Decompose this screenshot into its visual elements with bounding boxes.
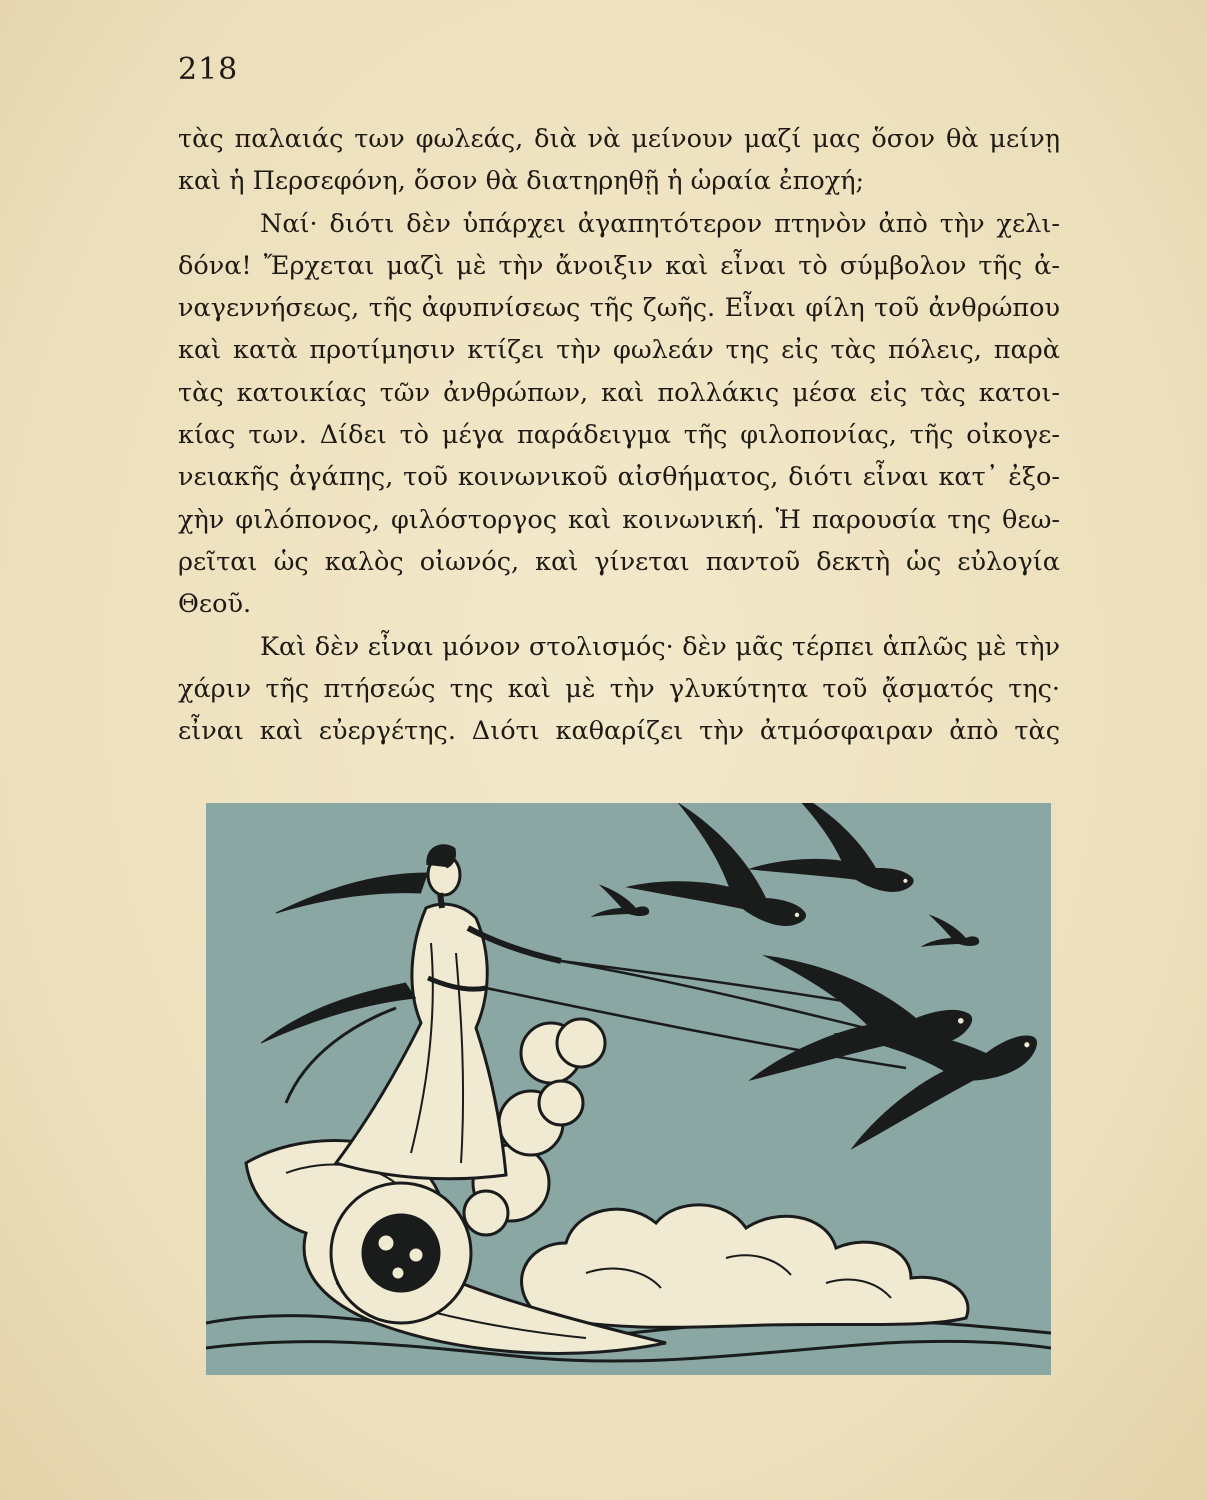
text-line: Καὶ δὲν εἶναι μόνον στολισμός· δὲν μᾶς τέρπει ἁπλῶς μὲ τὴν [260,631,1060,662]
text-line: καὶ κατὰ προτίμησιν κτίζει τὴν φωλεάν της εἰς τὰς πόλεις, παρὰ [178,335,1060,366]
text-line: χὴν φιλόπονος, φιλόστοργος καὶ κοινωνική. Ἡ παρουσία της θεω- [178,504,1060,535]
illustration-svg [206,803,1051,1375]
text-line: εἶναι καὶ εὐεργέτης. Διότι καθαρίζει τὴν ἀτμόσφαιραν ἀπὸ τὰς [178,716,1060,747]
text-line: δόνα! Ἔρχεται μαζὶ μὲ τὴν ἄνοιξιν καὶ εἶναι τὸ σύμβολον τῆς ἀ- [178,250,1060,281]
text-line: τὰς παλαιάς των φωλεάς, διὰ νὰ μείνουν μαζί μας ὅσον θὰ μείνῃ [178,124,1060,154]
illustration-woman-with-swallows [206,803,1051,1375]
text-line: τὰς κατοικίας τῶν ἀνθρώπων, καὶ πολλάκις μέσα εἰς τὰς κατοι- [178,377,1060,408]
page-number: 218 [178,52,239,87]
text-line: ναγεννήσεως, τῆς ἀφυπνίσεως τῆς ζωῆς. Εἶναι φίλη τοῦ ἀνθρώπου [178,293,1060,324]
text-line: Θεοῦ. [178,589,252,620]
text-line: καὶ ἡ Περσεφόνη, ὅσον θὰ διατηρηθῇ ἡ ὡραία ἐποχή; [178,166,865,197]
text-line: κίας των. Δίδει τὸ μέγα παράδειγμα τῆς φιλοπονίας, τῆς οἰκογε- [178,420,1060,451]
text-line: χάριν τῆς πτήσεώς της καὶ μὲ τὴν γλυκύτητα τοῦ ᾄσματός της· [178,673,1060,704]
text-line: Ναί· διότι δὲν ὑπάρχει ἀγαπητότερον πτηνὸν ἀπὸ τὴν χελι- [260,208,1060,239]
text-line: νειακῆς ἀγάπης, τοῦ κοινωνικοῦ αἰσθήματος, διότι εἶναι κατ᾽ ἐξο- [178,462,1060,493]
text-line: ρεῖται ὡς καλὸς οἰωνός, καὶ γίνεται παντοῦ δεκτὴ ὡς εὐλογία [178,546,1060,577]
body-text [178,118,1060,752]
